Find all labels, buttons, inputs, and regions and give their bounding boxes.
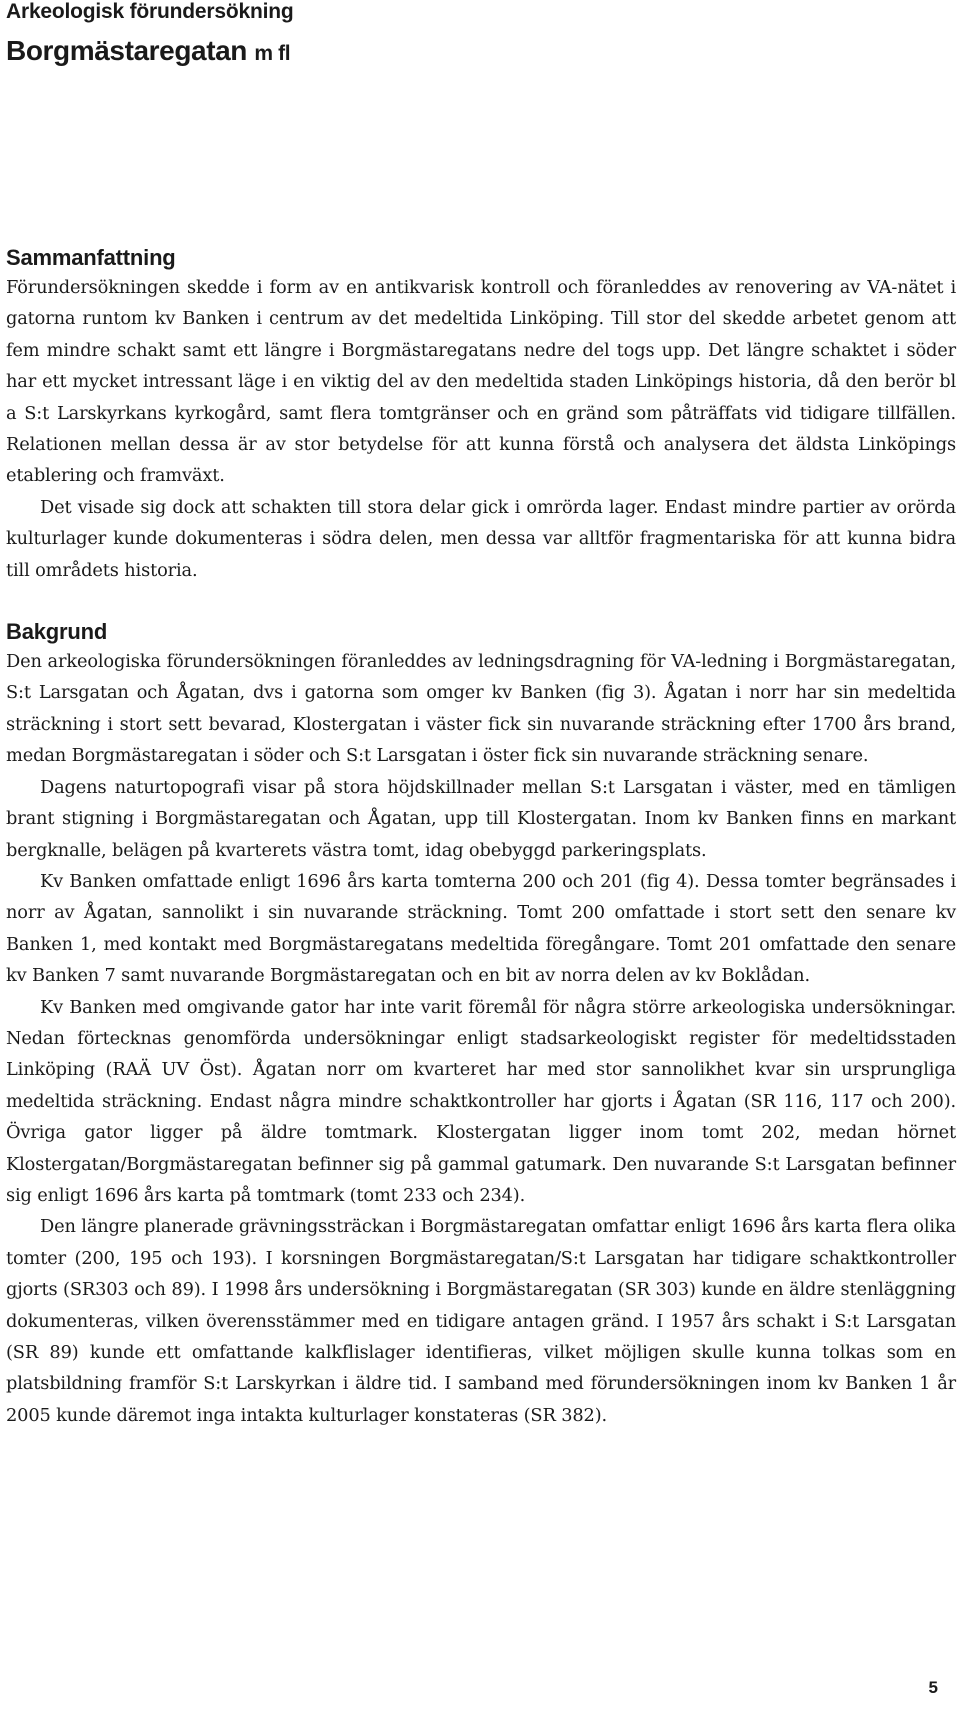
- report-type-label: Arkeologisk förundersökning: [6, 0, 294, 23]
- body-paragraph: Kv Banken med omgivande gator har inte varit föremål för några större arkeologiska undersökningar. Nedan förtecknas genomförda undersökningar enligt stadsarkeologiskt register för medeltidsstaden Linköping (RAÄ UV Öst). Ågatan norr om kvarteret har med stor sannolikhet kvar sin ursprungliga medeltida sträckning. Endast några mindre schaktkontroller har gjorts i Ågatan (SR 116, 117 och 200). Övriga gator ligger på äldre tomtmark. Klostergatan ligger inom tomt 202, medan hörnet Klostergatan/Borgmästaregatan befinner sig på gammal gatumark. Den nuvarande S:t Larsgatan befinner sig enligt 1696 års karta på tomtmark (tomt 233 och 234).: [6, 996, 956, 1206]
- section-heading-bakgrund: Bakgrund: [6, 619, 108, 645]
- body-paragraph: Kv Banken omfattade enligt 1696 års karta tomterna 200 och 201 (fig 4). Dessa tomter begränsades i norr av Ågatan, sannolikt i sin nuvarande sträckning. Tomt 200 omfattade i stort sett den senare kv Banken 1, med kontakt med Borgmästaregatans medeltida föregångare. Tomt 201 omfattade den senare kv Banken 7 samt nuvarande Borgmästaregatan och en bit av norra delen av kv Boklådan.: [6, 870, 956, 987]
- page-number: 5: [928, 1678, 938, 1697]
- body-paragraph: Det visade sig dock att schakten till stora delar gick i omrörda lager. Endast mindre partier av orörda kulturlager kunde dokumenteras i södra delen, men dessa var alltför fragmentariska för att kunna bidra till områdets historia.: [6, 496, 956, 581]
- page-title-main: Borgmästaregatan: [6, 35, 248, 66]
- body-paragraph: Den längre planerade grävningssträckan i Borgmästaregatan omfattar enligt 1696 års karta flera olika tomter (200, 195 och 193). I korsningen Borgmästaregatan/S:t Larsgatan har tidigare schaktkontroller gjorts (SR303 och 89). I 1998 års undersökning i Borgmästaregatan (SR 303) kunde en äldre stenläggning dokumenteras, vilken överensstämmer med en tidigare antagen gränd. I 1957 års schakt i S:t Larsgatan (SR 89) kunde ett omfattande kalkflislager identifieras, vilket möjligen skulle kunna tolkas som en platsbildning framför S:t Larskyrkan i äldre tid. I samband med förundersökningen inom kv Banken 1 år 2005 kunde däremot inga intakta kulturlager konstateras (SR 382).: [6, 1216, 956, 1426]
- page-title-suffix: m fl: [254, 42, 291, 65]
- body-paragraph: Den arkeologiska förundersökningen föranleddes av ledningsdragning för VA-ledning i Borgmästaregatan, S:t Larsgatan och Ågatan, dvs i gatorna som omger kv Banken (fig 3). Ågatan i norr har sin medeltida sträckning i stort sett bevarad, Klostergatan i väster fick sin nuvarande sträckning efter 1700 års brand, medan Borgmästaregatan i söder och S:t Larsgatan i öster fick sin nuvarande sträckning senare.: [6, 651, 956, 767]
- body-paragraph: Dagens naturtopografi visar på stora höjdskillnader mellan S:t Larsgatan i väster, med en tämligen brant stigning i Borgmästaregatan och Ågatan, upp till Klostergatan. Inom kv Banken finns en markant bergknalle, belägen på kvarterets västra tomt, idag obebyggd parkeringsplats.: [6, 776, 956, 861]
- page-content: [6, 0, 956, 1431]
- section-heading-sammanfattning: Sammanfattning: [6, 245, 176, 270]
- body-paragraph: Förundersökningen skedde i form av en antikvarisk kontroll och föranleddes av renovering av VA-nätet i gatorna runtom kv Banken i centrum av det medeltida Linköping. Till stor del skedde arbetet genom att fem mindre schakt samt ett längre i Borgmästaregatans nedre del togs upp. Det längre schaktet i söder har ett mycket intressant läge i en viktig del av den medeltida staden Linköpings historia, då den berör bl a S:t Larskyrkans kyrkogård, samt flera tomtgränser och en gränd som påträffats vid tidigare tillfällen. Relationen mellan dessa är av stor betydelse för att kunna förstå och analysera det äldsta Linköpings etablering och framväxt.: [6, 277, 956, 487]
- page-title: [6, 34, 956, 71]
